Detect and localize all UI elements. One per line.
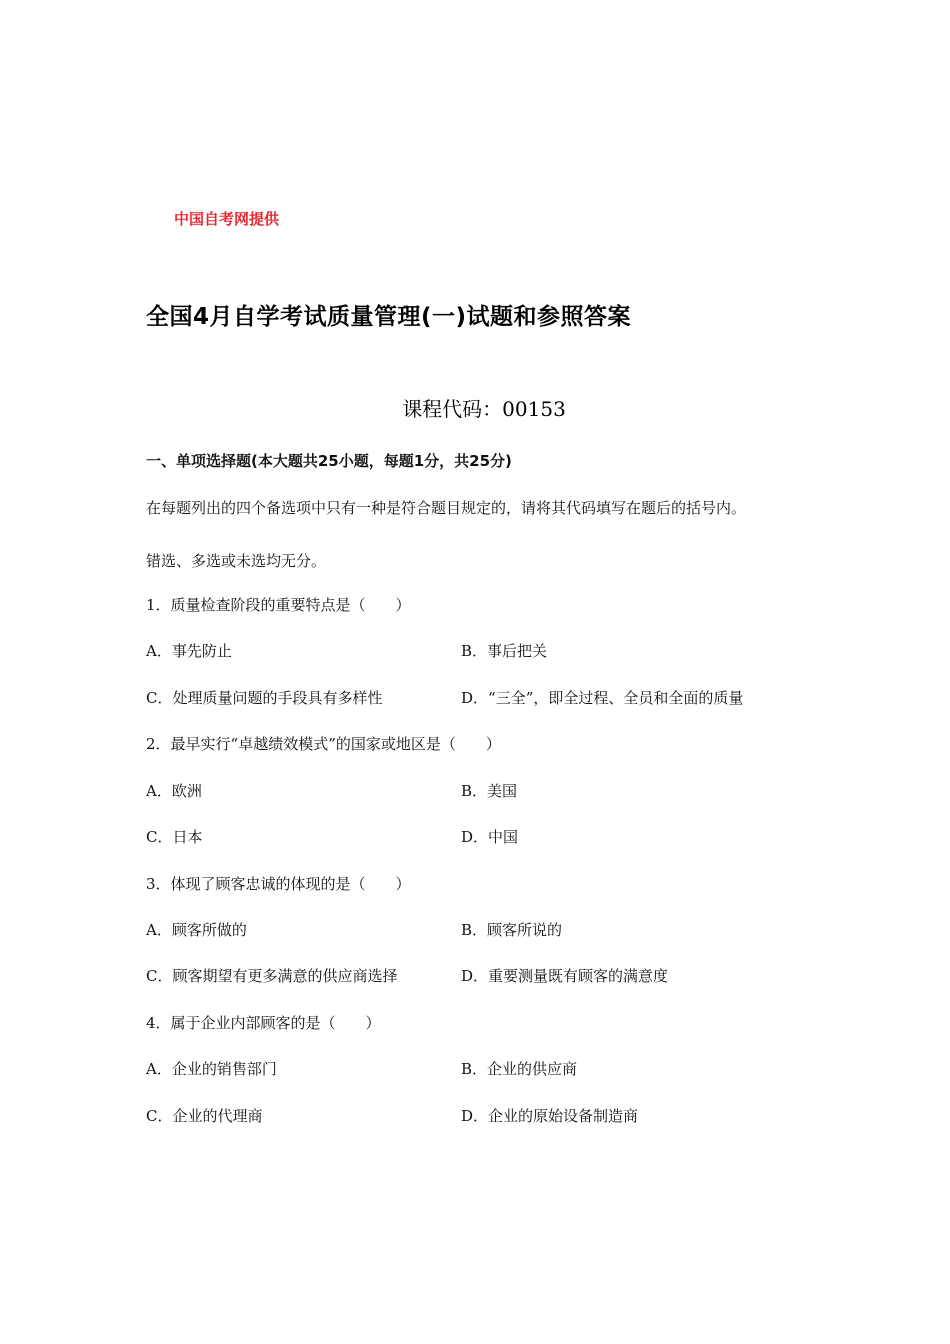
question-stem: 1．质量检查阶段的重要特点是（ ） xyxy=(146,596,411,614)
course-code-text: 课程代码：00153 xyxy=(402,397,566,421)
section-heading: 一、单项选择题(本大题共25小题，每题1分，共25分) xyxy=(146,452,512,470)
question-option: C．处理质量问题的手段具有多样性 xyxy=(146,689,383,707)
question-option: B．顾客所说的 xyxy=(461,921,563,939)
question-option: A．顾客所做的 xyxy=(146,921,247,939)
question-stem: 2．最早实行“卓越绩效模式”的国家或地区是（ ） xyxy=(146,735,501,753)
question-option: C．日本 xyxy=(146,828,203,846)
question-option: C．企业的代理商 xyxy=(146,1107,263,1125)
question-option: B．企业的供应商 xyxy=(461,1060,578,1078)
question-option: C．顾客期望有更多满意的供应商选择 xyxy=(146,967,398,985)
section-instruction-2: 错选、多选或未选均无分。 xyxy=(146,552,327,570)
question-option: D．“三全”，即全过程、全员和全面的质量 xyxy=(461,689,744,707)
question-stem: 3．体现了顾客忠诚的体现的是（ ） xyxy=(146,875,411,893)
question-option: A．企业的销售部门 xyxy=(146,1060,277,1078)
course-code xyxy=(0,393,950,422)
exam-title: 全国4月自学考试质量管理(一)试题和参照答案 xyxy=(146,304,632,330)
question-option: A．事先防止 xyxy=(146,642,232,660)
question-option: D．企业的原始设备制造商 xyxy=(461,1107,639,1125)
section-instruction-1: 在每题列出的四个备选项中只有一种是符合题目规定的，请将其代码填写在题后的括号内。 xyxy=(146,499,747,517)
question-stem: 4．属于企业内部顾客的是（ ） xyxy=(146,1014,381,1032)
question-option: B．美国 xyxy=(461,782,518,800)
question-option: B．事后把关 xyxy=(461,642,548,660)
question-option: A．欧洲 xyxy=(146,782,202,800)
question-option: D．重要测量既有顾客的满意度 xyxy=(461,967,669,985)
question-option: D．中国 xyxy=(461,828,519,846)
source-label: 中国自考网提供 xyxy=(174,210,280,228)
